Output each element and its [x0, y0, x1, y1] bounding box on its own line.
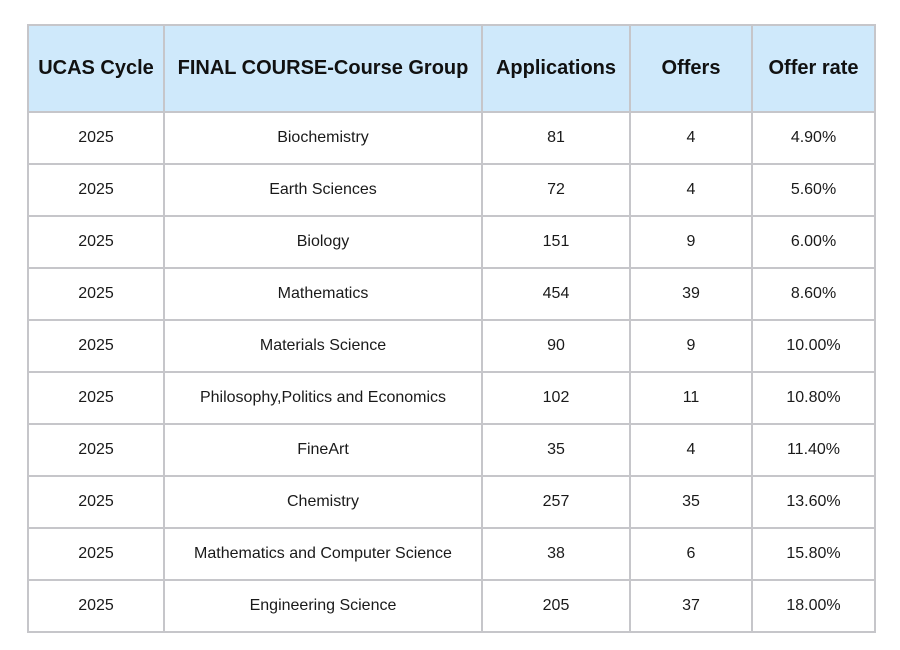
table-row	[28, 164, 875, 216]
cell-applications: 81	[482, 112, 630, 164]
table-body	[28, 112, 875, 632]
cell-offers: 11	[630, 372, 752, 424]
cell-offers: 4	[630, 424, 752, 476]
cell-ucas-cycle: 2025	[28, 216, 164, 268]
cell-offers: 37	[630, 580, 752, 632]
table-row	[28, 580, 875, 632]
cell-ucas-cycle: 2025	[28, 580, 164, 632]
table-row	[28, 268, 875, 320]
table-row	[28, 320, 875, 372]
cell-course-group: Biology	[164, 216, 482, 268]
cell-course-group: Earth Sciences	[164, 164, 482, 216]
cell-applications: 205	[482, 580, 630, 632]
table-row	[28, 476, 875, 528]
cell-offer-rate: 6.00%	[752, 216, 875, 268]
cell-ucas-cycle: 2025	[28, 164, 164, 216]
cell-offers: 4	[630, 164, 752, 216]
cell-offer-rate: 18.00%	[752, 580, 875, 632]
cell-applications: 38	[482, 528, 630, 580]
cell-ucas-cycle: 2025	[28, 424, 164, 476]
cell-applications: 72	[482, 164, 630, 216]
cell-offers: 9	[630, 216, 752, 268]
table-row	[28, 528, 875, 580]
cell-offer-rate: 10.80%	[752, 372, 875, 424]
cell-course-group: Mathematics	[164, 268, 482, 320]
cell-ucas-cycle: 2025	[28, 372, 164, 424]
cell-applications: 35	[482, 424, 630, 476]
cell-offer-rate: 13.60%	[752, 476, 875, 528]
cell-applications: 454	[482, 268, 630, 320]
table-row	[28, 424, 875, 476]
table-row	[28, 372, 875, 424]
cell-course-group: FineArt	[164, 424, 482, 476]
table-row	[28, 112, 875, 164]
cell-ucas-cycle: 2025	[28, 268, 164, 320]
cell-ucas-cycle: 2025	[28, 528, 164, 580]
header-course-group: FINAL COURSE-Course Group	[164, 25, 482, 112]
cell-offers: 9	[630, 320, 752, 372]
header-offers: Offers	[630, 25, 752, 112]
cell-course-group: Biochemistry	[164, 112, 482, 164]
cell-offer-rate: 11.40%	[752, 424, 875, 476]
cell-applications: 257	[482, 476, 630, 528]
cell-course-group: Mathematics and Computer Science	[164, 528, 482, 580]
cell-ucas-cycle: 2025	[28, 476, 164, 528]
cell-ucas-cycle: 2025	[28, 112, 164, 164]
cell-offers: 39	[630, 268, 752, 320]
table-header-row	[28, 25, 875, 112]
header-offer-rate: Offer rate	[752, 25, 875, 112]
cell-offers: 6	[630, 528, 752, 580]
cell-course-group: Engineering Science	[164, 580, 482, 632]
cell-ucas-cycle: 2025	[28, 320, 164, 372]
cell-applications: 102	[482, 372, 630, 424]
cell-offer-rate: 15.80%	[752, 528, 875, 580]
cell-course-group: Chemistry	[164, 476, 482, 528]
cell-applications: 151	[482, 216, 630, 268]
cell-offers: 4	[630, 112, 752, 164]
header-applications: Applications	[482, 25, 630, 112]
offer-rate-table	[27, 24, 876, 633]
header-ucas-cycle: UCAS Cycle	[28, 25, 164, 112]
cell-offers: 35	[630, 476, 752, 528]
cell-offer-rate: 10.00%	[752, 320, 875, 372]
cell-offer-rate: 5.60%	[752, 164, 875, 216]
table-row	[28, 216, 875, 268]
data-table-frame	[27, 24, 874, 636]
cell-offer-rate: 4.90%	[752, 112, 875, 164]
cell-offer-rate: 8.60%	[752, 268, 875, 320]
cell-applications: 90	[482, 320, 630, 372]
cell-course-group: Philosophy,Politics and Economics	[164, 372, 482, 424]
cell-course-group: Materials Science	[164, 320, 482, 372]
